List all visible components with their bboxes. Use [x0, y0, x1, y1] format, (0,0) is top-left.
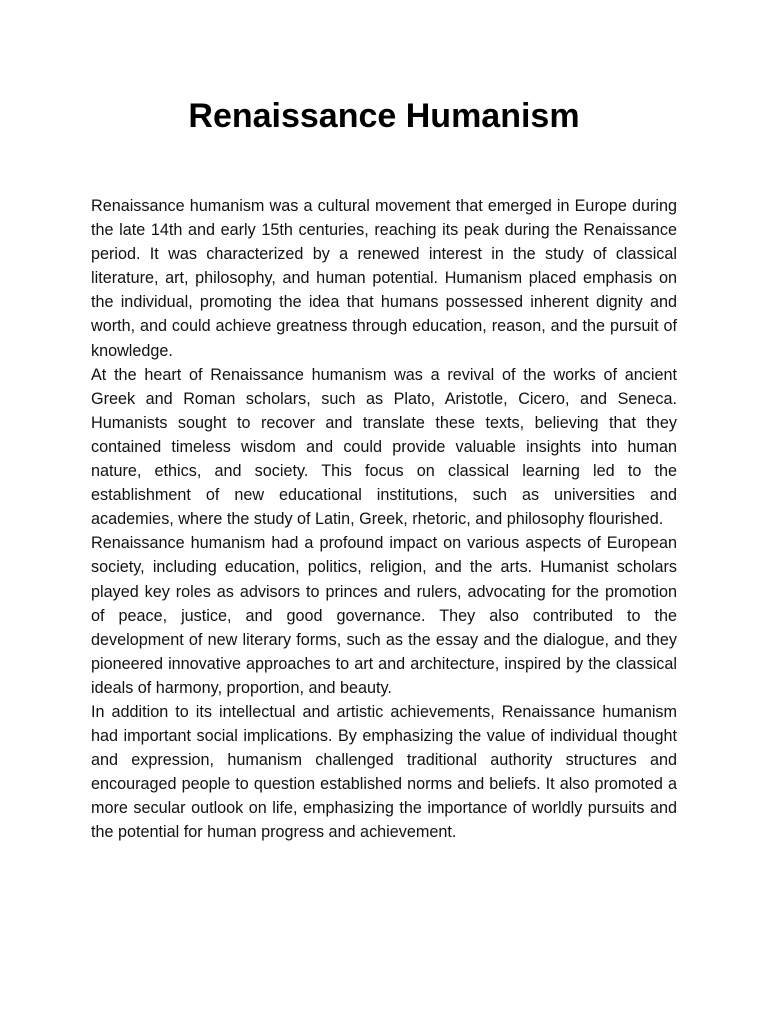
- paragraph-1: Renaissance humanism was a cultural movement that emerged in Europe during the late 14th and early 15th centuries, reaching its peak during the Renaissance period. It was characterized by a renewed interest in the study of classical literature, art, philosophy, and human potential. Humanism placed emphasis on the individual, promoting the idea that humans possessed inherent dignity and worth, and could achieve greatness through education, reason, and the pursuit of knowledge.: [91, 197, 677, 360]
- document-body: [91, 194, 677, 845]
- paragraph-3: Renaissance humanism had a profound impact on various aspects of European society, including education, politics, religion, and the arts. Humanist scholars played key roles as advisors to princes and rulers, advocating for the promotion of peace, justice, and good governance. They also contributed to the development of new literary forms, such as the essay and the dialogue, and they pioneered innovative approaches to art and architecture, inspired by the classical ideals of harmony, proportion, and beauty.: [91, 534, 677, 697]
- paragraph-2: At the heart of Renaissance humanism was a revival of the works of ancient Greek and Roman scholars, such as Plato, Aristotle, Cicero, and Seneca. Humanists sought to recover and translate these texts, believing that they contained timeless wisdom and could provide valuable insights into human nature, ethics, and society. This focus on classical learning led to the establishment of new educational institutions, such as universities and academies, where the study of Latin, Greek, rhetoric, and philosophy flourished.: [91, 365, 677, 529]
- document-title: Renaissance Humanism: [188, 97, 580, 135]
- paragraph-4: In addition to its intellectual and artistic achievements, Renaissance humanism had important social implications. By emphasizing the value of individual thought and expression, humanism challenged traditional authority structures and encouraged people to question established norms and beliefs. It also promoted a more secular outlook on life, emphasizing the importance of worldly pursuits and the potential for human progress and achievement.: [91, 702, 677, 842]
